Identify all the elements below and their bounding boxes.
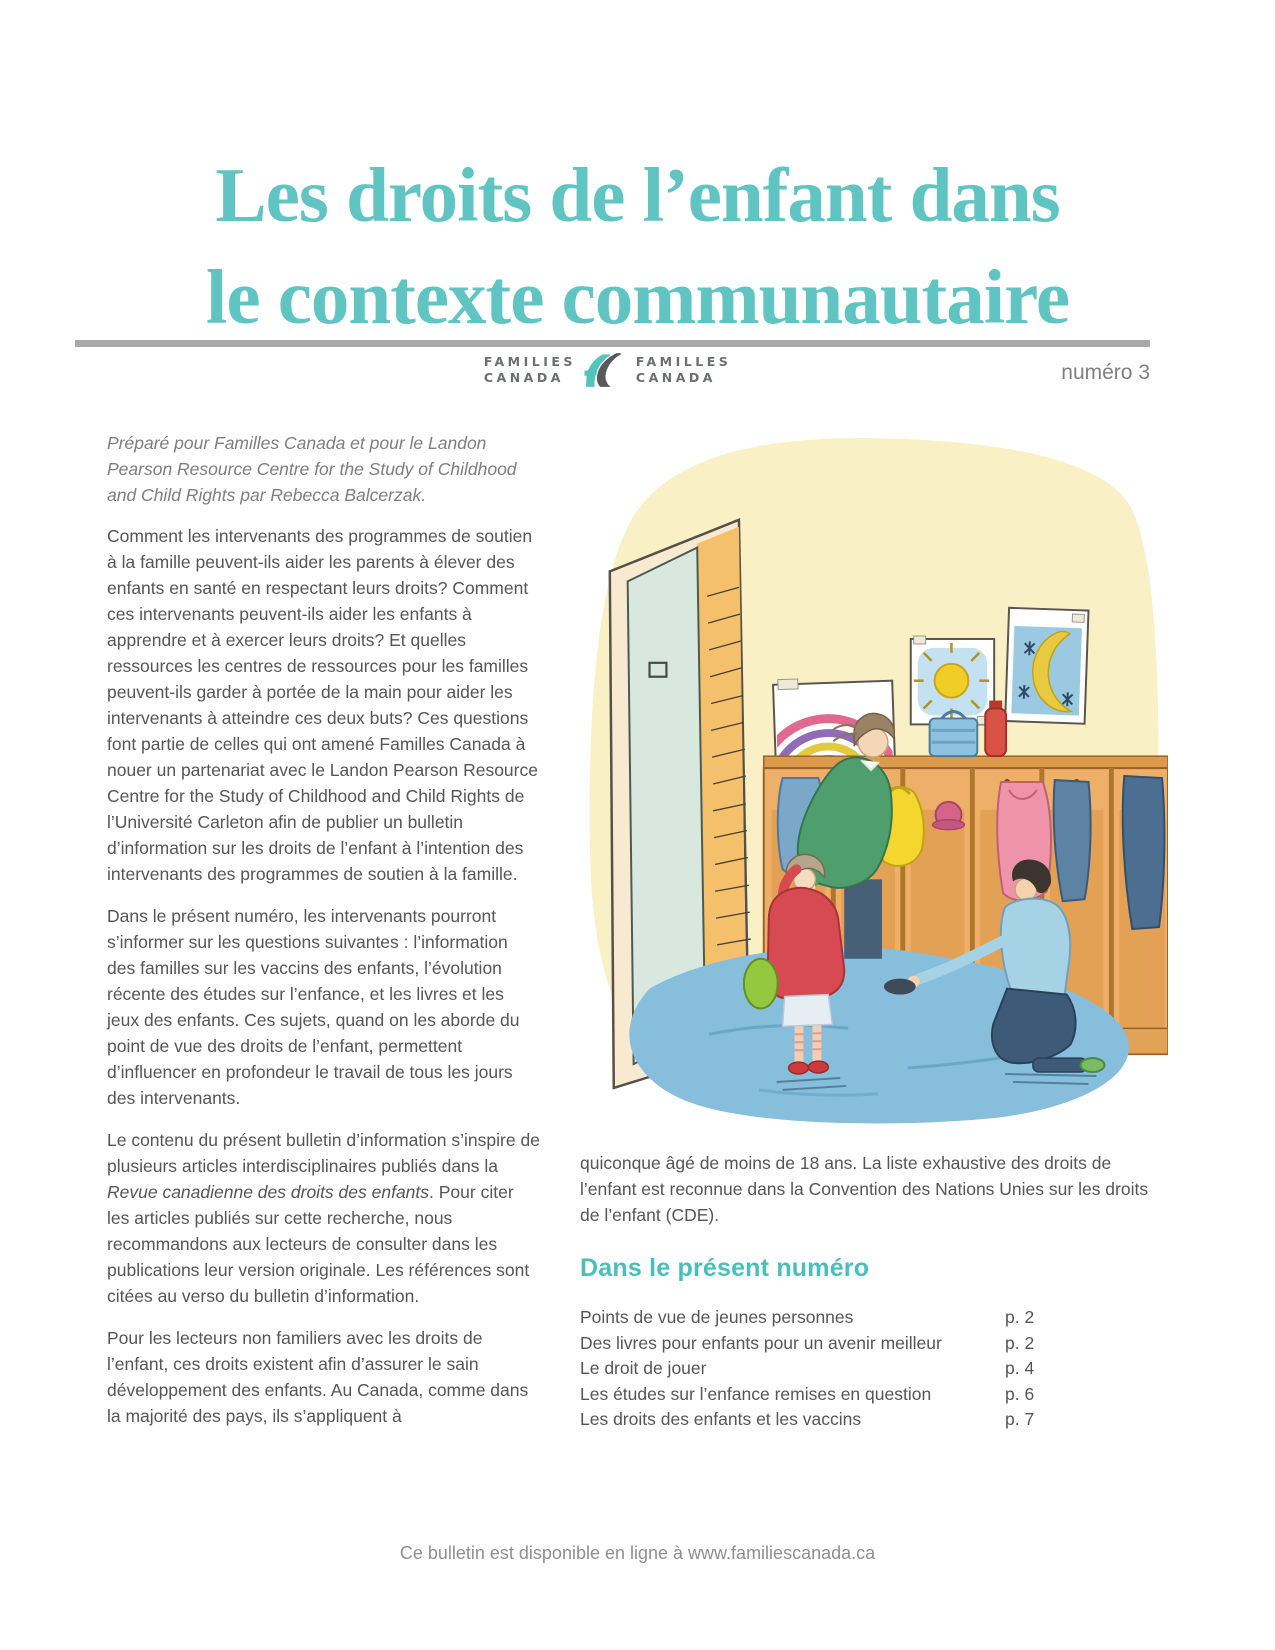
toc-item bbox=[580, 1407, 1041, 1433]
body-paragraph-continuation: quiconque âgé de moins de 18 ans. La liste exhaustive des droits de l’enfant est reconnue dans la Convention des Nations Unies sur les droits de l’enfant (CDE). bbox=[580, 1153, 1149, 1225]
right-column bbox=[580, 430, 1168, 1445]
toc-item-page: p. 6 bbox=[1005, 1383, 1035, 1404]
logo-canada-fr: CANADA bbox=[635, 370, 716, 385]
green-bag bbox=[744, 959, 778, 1009]
toc-item bbox=[580, 1331, 1041, 1357]
content-columns bbox=[107, 430, 1168, 1445]
footer-note bbox=[0, 1543, 1275, 1564]
body-paragraph-1: Comment les intervenants des programmes de soutien à la famille peuvent-ils aider les parents à élever des enfants en santé en respectant leurs droits? Comment ces intervenants peuvent-ils aider les enfants à apprendre et à exercer leurs droits? Et quelles ressources les centres de ressources pour les familles peuvent-ils garder à portée de la main pour aider les intervenants à atteindre ces deux buts? Ces questions font partie de celles qui ont amené Familles Canada à nouer un partenariat avec le Landon Pearson Resource Centre for the Study of Childhood and Child Rights de l’Université Carleton afin de publier un bulletin d’information sur les droits de l’enfant à l’intention des intervenants des programmes de soutien à la famille. bbox=[107, 526, 538, 884]
toc-item-label: Les études sur l’enfance remises en question bbox=[580, 1383, 932, 1404]
header-divider bbox=[75, 340, 1150, 347]
toc-item-page: p. 4 bbox=[1005, 1358, 1035, 1378]
body-paragraph-2: Dans le présent numéro, les intervenants pourront s’informer sur les questions suivantes : l’information des familles sur les vaccins des enfants, l’évolution récente des études sur l’enfance, et les livres et les jeux des enfants. Ces sujets, quand on les aborde du point de vue des droits de l’enfant, permettent d’influencer en profondeur le travail de tous les jours des intervenants. bbox=[107, 906, 520, 1108]
lunchbox bbox=[930, 711, 978, 756]
body-paragraph-4: Pour les lecteurs non familiers avec les droits de l’enfant, ces droits existent afin d’assurer le sain développement des enfants. Au Canada, comme dans la majorité des pays, ils s’appliquent à bbox=[107, 1328, 529, 1426]
boot-in-hands bbox=[884, 979, 916, 995]
families-canada-logo bbox=[484, 351, 731, 389]
toc-heading: Dans le présent numéro bbox=[580, 1254, 870, 1282]
toc-item bbox=[580, 1305, 1041, 1331]
page-title-line2: le contexte communautaire bbox=[205, 253, 1070, 340]
prepared-by-note: Préparé pour Familles Canada et pour le Landon Pearson Resource Centre for the Study of Childhood and Child Rights par Rebecca Balcerzak. bbox=[107, 433, 517, 505]
table-of-contents bbox=[580, 1305, 1041, 1433]
page-title bbox=[0, 144, 1275, 348]
moon-stars-drawing bbox=[1005, 608, 1088, 724]
issue-number: numéro 3 bbox=[1061, 361, 1150, 384]
left-text-column bbox=[107, 430, 540, 1445]
logo-text-french bbox=[636, 354, 731, 385]
footer-text: Ce bulletin est disponible en ligne à bbox=[399, 1543, 689, 1563]
toc-item bbox=[580, 1356, 1041, 1382]
thermos bbox=[985, 701, 1006, 757]
toc-item-page: p. 2 bbox=[1005, 1307, 1035, 1327]
logo-canada-en: CANADA bbox=[483, 370, 564, 385]
cloakroom-illustration bbox=[580, 430, 1168, 1135]
logo-familles-fr: FAMILLES bbox=[635, 354, 732, 370]
logo-families-en: FAMILIES bbox=[483, 354, 576, 370]
toc-item bbox=[580, 1382, 1041, 1408]
fc-logo-icon bbox=[584, 351, 628, 389]
blue-pants bbox=[1054, 780, 1091, 901]
page-title-line1: Les droits de l’enfant dans bbox=[215, 151, 1060, 238]
toc-item-label: Des livres pour enfants pour un avenir meilleur bbox=[580, 1332, 942, 1353]
header-row bbox=[75, 347, 1150, 397]
toc-item-page: p. 7 bbox=[1005, 1409, 1035, 1429]
footer-url[interactable]: www.familiescanada.ca bbox=[688, 1543, 876, 1563]
paragraph-3-text-end: . Pour citer les articles publiés sur cette recherche, nous recommandons aux lecteurs de consulter dans les publications leur version originale. Les références sont citées au verso du bulletin d’information. bbox=[107, 1182, 530, 1306]
toc-item-label: Les droits des enfants et les vaccins bbox=[580, 1409, 862, 1429]
paragraph-3-text: Le contenu du présent bulletin d’information s’inspire de plusieurs articles interdisciplinaires publiés dans la bbox=[107, 1130, 540, 1176]
toc-item-label: Le droit de jouer bbox=[580, 1358, 707, 1378]
toc-item-label: Points de vue de jeunes personnes bbox=[580, 1307, 854, 1327]
toc-item-page: p. 2 bbox=[1005, 1332, 1035, 1353]
journal-title: Revue canadienne des droits des enfants bbox=[107, 1182, 430, 1202]
body-paragraph-3 bbox=[107, 1127, 540, 1309]
logo-text-english bbox=[484, 354, 576, 385]
green-sneaker bbox=[1081, 1058, 1105, 1072]
dark-blue-coat bbox=[1123, 776, 1165, 929]
